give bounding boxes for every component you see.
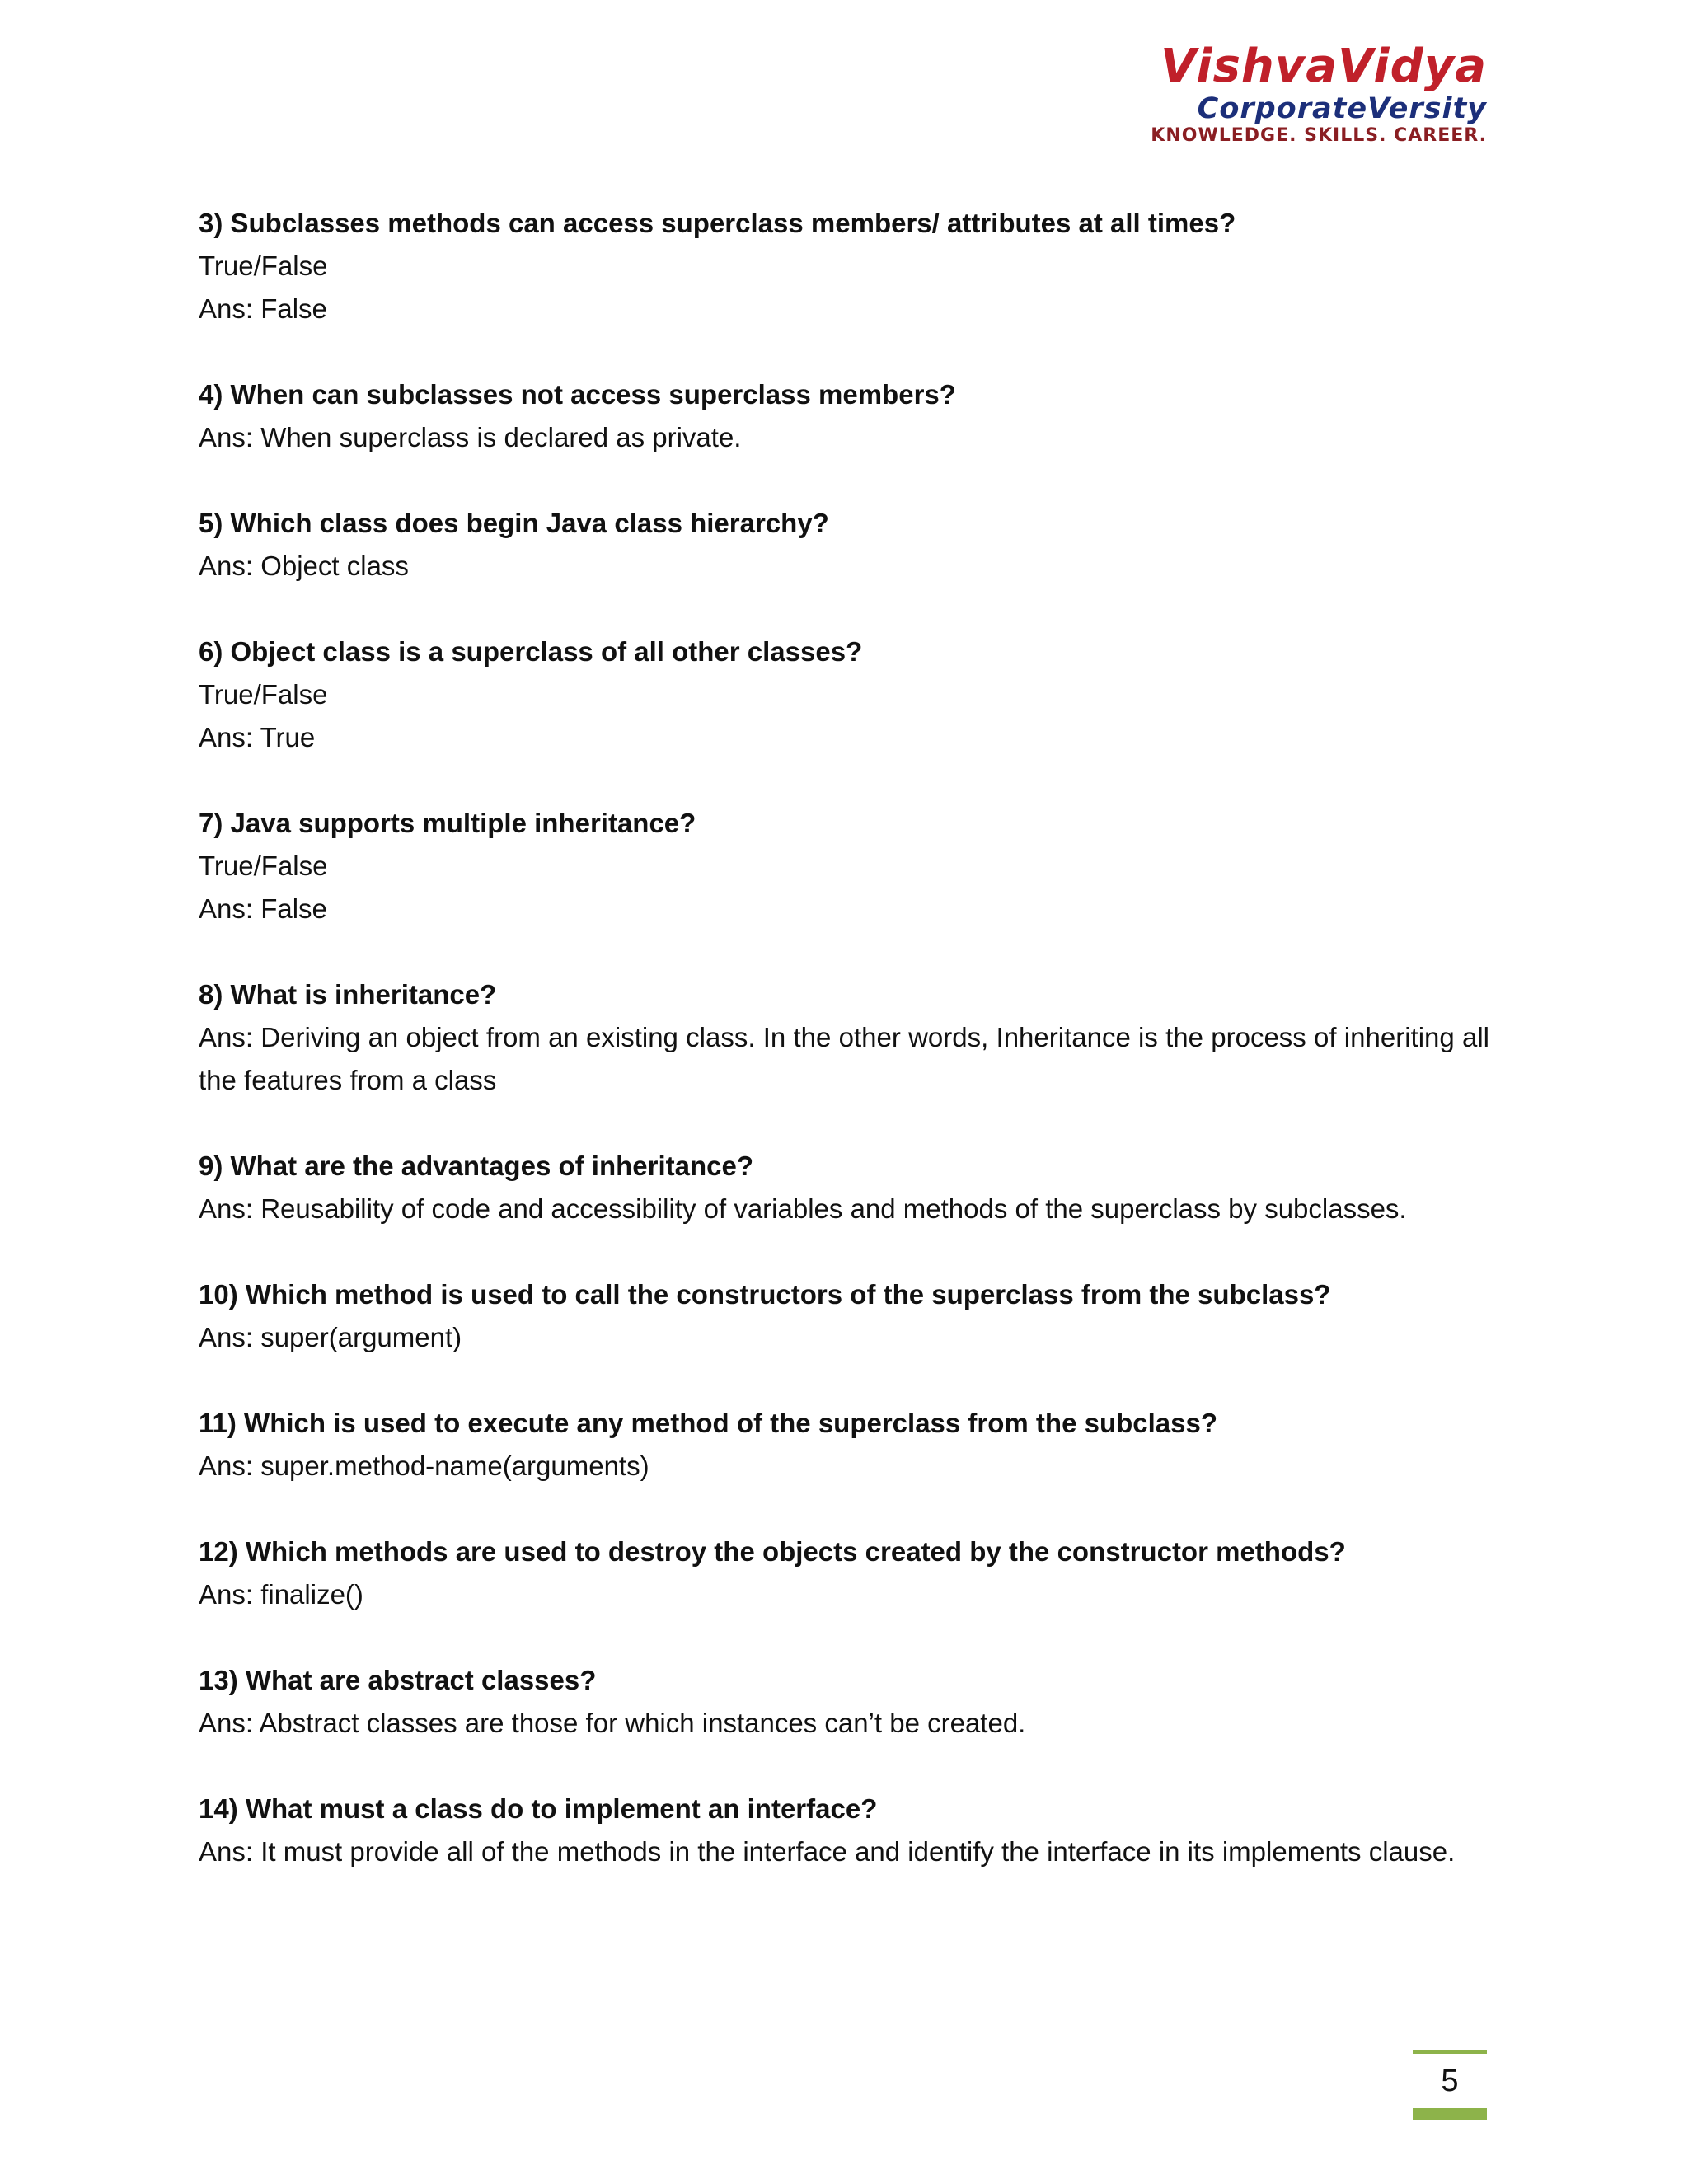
question-text: 10) Which method is used to call the constructors of the superclass from the subclass? <box>199 1279 1331 1310</box>
answer-line: True/False <box>199 251 328 281</box>
answer-line: True/False <box>199 679 328 710</box>
answer-line: Ans: False <box>199 293 327 324</box>
question-text: 3) Subclasses methods can access superclass members/ attributes at all times? <box>199 208 1236 238</box>
page-number: 5 <box>1441 2064 1459 2098</box>
question-text: 11) Which is used to execute any method of the superclass from the subclass? <box>199 1408 1218 1438</box>
question-text: 13) What are abstract classes? <box>199 1665 597 1695</box>
question-text: 12) Which methods are used to destroy the objects created by the constructor methods? <box>199 1536 1346 1567</box>
qa-list <box>199 202 1489 1916</box>
answer-line: Ans: super.method-name(arguments) <box>199 1451 649 1481</box>
answer-line: Ans: Abstract classes are those for which instances can’t be created. <box>199 1708 1026 1738</box>
qa-item-3 <box>199 202 1489 330</box>
logo-brand-name: VishvaVidya <box>1160 40 1487 93</box>
question-text: 5) Which class does begin Java class hierarchy? <box>199 508 829 538</box>
answer-line: Ans: It must provide all of the methods in the interface and identify the interface in its implements clause. <box>199 1836 1456 1867</box>
qa-item-12 <box>199 1530 1489 1616</box>
question-text: 6) Object class is a superclass of all other classes? <box>199 636 863 667</box>
answer-line: True/False <box>199 851 328 881</box>
qa-item-10 <box>199 1273 1489 1359</box>
answer-line: Ans: finalize() <box>199 1579 363 1610</box>
answer-line: Ans: Reusability of code and accessibility of variables and methods of the superclass by subclasses. <box>199 1193 1407 1224</box>
qa-item-13 <box>199 1659 1489 1745</box>
logo-subtitle: CorporateVersity <box>1197 92 1487 125</box>
qa-item-6 <box>199 630 1489 759</box>
qa-item-4 <box>199 373 1489 459</box>
answer-line: Ans: Deriving an object from an existing class. In the other words, Inheritance is the process of inheriting all the features from a class <box>199 1022 1489 1095</box>
qa-item-5 <box>199 502 1489 588</box>
qa-item-11 <box>199 1402 1489 1488</box>
footer-bottom-bar <box>1413 2108 1487 2120</box>
qa-item-8 <box>199 973 1489 1102</box>
logo-tagline: KNOWLEDGE. SKILLS. CAREER. <box>1151 125 1487 146</box>
answer-line: Ans: True <box>199 722 316 752</box>
question-text: 9) What are the advantages of inheritance? <box>199 1151 753 1181</box>
vishvavidya-logo <box>1108 41 1487 157</box>
answer-line: Ans: False <box>199 893 327 924</box>
qa-item-14 <box>199 1788 1489 1873</box>
answer-line: Ans: super(argument) <box>199 1322 462 1352</box>
question-text: 4) When can subclasses not access superclass members? <box>199 379 956 410</box>
page-number-footer <box>1413 2050 1487 2118</box>
qa-item-7 <box>199 802 1489 930</box>
footer-top-rule <box>1413 2050 1487 2054</box>
answer-line: Ans: When superclass is declared as private. <box>199 422 742 452</box>
question-text: 14) What must a class do to implement an interface? <box>199 1793 878 1824</box>
question-text: 7) Java supports multiple inheritance? <box>199 808 696 838</box>
question-text: 8) What is inheritance? <box>199 979 497 1010</box>
answer-line: Ans: Object class <box>199 551 409 581</box>
qa-item-9 <box>199 1145 1489 1230</box>
